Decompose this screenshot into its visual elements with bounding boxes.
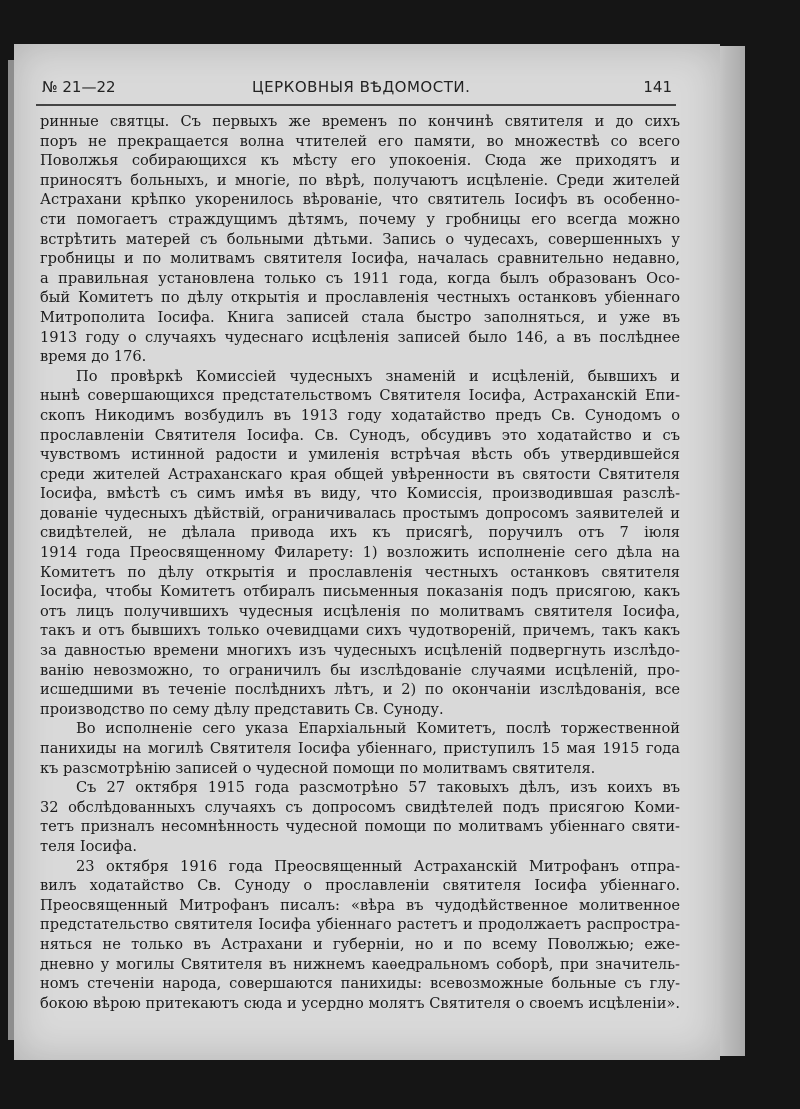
text-line: панихиды на могилѣ Святителя Іосифа убіеннаго, приступилъ 15 мая 1915 года xyxy=(40,740,680,757)
text-line: за давностью времени многихъ изъ чудесныхъ исцѣленій подвергнуть изслѣдо- xyxy=(40,642,680,660)
text-line: свидѣтелей, не дѣлала привода ихъ къ присягѣ, поручилъ отъ 7 іюля xyxy=(40,524,680,542)
text-line: сти помогаетъ страждущимъ дѣтямъ, почему у гробницы его всегда можно xyxy=(40,210,680,228)
text-line: приносятъ больныхъ, и многіе, по вѣрѣ, получаютъ исцѣленіе. Среди жителей xyxy=(40,171,680,189)
journal-title: ЦЕРКОВНЫЯ ВѢДОМОСТИ. xyxy=(252,78,471,96)
book-page xyxy=(14,44,720,1060)
header-rule xyxy=(36,104,676,106)
text-line: 32 обслѣдованныхъ случаяхъ съ допросомъ свидѣтелей подъ присягою Коми- xyxy=(40,798,680,816)
text-line: бый Комитетъ по дѣлу открытія и прославленія честныхъ останковъ убіеннаго xyxy=(40,289,680,307)
text-line: гробницы и по молитвамъ святителя Іосифа, началась сравнительно недавно, xyxy=(40,250,680,268)
text-line: Іосифа, вмѣстѣ съ симъ имѣя въ виду, что Комиссія, производившая разслѣ- xyxy=(40,485,680,503)
text-line: встрѣтить матерей съ больными дѣтьми. Запись о чудесахъ, совершенныхъ у xyxy=(40,230,680,248)
text-line: поръ не прекращается волна чтителей его памяти, во множествѣ со всего xyxy=(40,132,680,150)
text-line: дованіе чудесныхъ дѣйствій, ограничивалась простымъ допросомъ заявителей и xyxy=(40,504,680,522)
text-line: нынѣ совершающихся предстательствомъ Святителя Іосифа, Астраханскій Епи- xyxy=(40,387,680,405)
text-line: ринные святцы. Съ первыхъ же временъ по кончинѣ святителя и до сихъ xyxy=(40,113,680,130)
text-line: а правильная установлена только съ 1911 года, когда былъ образованъ Осо- xyxy=(40,269,680,287)
text-line: скопъ Никодимъ возбудилъ въ 1913 году ходатайство предъ Св. Сунодомъ о xyxy=(40,406,680,424)
running-header xyxy=(42,78,672,104)
text-line: исшедшими въ теченіе послѣднихъ лѣтъ, и 2) по окончаніи изслѣдованія, все xyxy=(40,681,680,699)
page-number: 141 xyxy=(643,78,672,96)
text-line: По провѣркѣ Комиссіей чудесныхъ знаменій и исцѣленій, бывшихъ и xyxy=(76,367,680,385)
text-line: Во исполненіе сего указа Епархіальный Комитетъ, послѣ торжественной xyxy=(76,720,680,738)
text-line: дневно у могилы Святителя въ нижнемъ каѳедральномъ соборѣ, при значитель- xyxy=(40,955,680,973)
text-line: 23 октября 1916 года Преосвященный Астраханскій Митрофанъ отпра- xyxy=(76,857,680,875)
text-line: Іосифа, чтобы Комитетъ отбиралъ письменныя показанія подъ присягою, какъ xyxy=(40,583,680,601)
text-line: номъ стеченіи народа, совершаются панихиды: всевозможные больные съ глу- xyxy=(40,975,680,993)
text-line: предстательство святителя Іосифа убіеннаго растетъ и продолжаетъ распростра- xyxy=(40,916,680,934)
text-line: отъ лицъ получившихъ чудесныя исцѣленія по молитвамъ святителя Іосифа, xyxy=(40,602,680,620)
text-line: Астрахани крѣпко укоренилось вѣрованіе, что святитель Іосифъ въ особенно- xyxy=(40,191,680,209)
text-line: 1914 года Преосвященному Филарету: 1) возложить исполненіе сего дѣла на xyxy=(40,544,680,562)
text-line: няться не только въ Астрахани и губерніи, но и по всему Поволжью; еже- xyxy=(40,935,680,953)
text-line: 1913 году о случаяхъ чудеснаго исцѣленія записей было 146, а въ послѣднее xyxy=(40,328,680,346)
text-line: Поволжья собирающихся къ мѣсту его упокоенія. Сюда же приходятъ и xyxy=(40,152,680,170)
text-line: чувствомъ истинной радости и умиленія встрѣчая вѣсть объ утвердившейся xyxy=(40,446,680,464)
text-line: тетъ призналъ несомнѣнность чудесной помощи по молитвамъ убіеннаго святи- xyxy=(40,818,680,836)
body-text xyxy=(40,112,680,1013)
text-line: къ разсмотрѣнію записей о чудесной помощи по молитвамъ святителя. xyxy=(40,759,596,777)
issue-number: № 21—22 xyxy=(42,78,116,96)
text-line: прославленіи Святителя Іосифа. Св. Сунодъ, обсудивъ это ходатайство и съ xyxy=(40,426,680,444)
text-line: время до 176. xyxy=(40,348,147,366)
text-line: производство по сему дѣлу представить Св. Суноду. xyxy=(40,700,444,718)
text-line: Комитетъ по дѣлу открытія и прославленія честныхъ останковъ святителя xyxy=(40,563,680,581)
text-line: вилъ ходатайство Св. Суноду о прославленіи святителя Іосифа убіеннаго. xyxy=(40,877,680,895)
text-line: Митрополита Іосифа. Книга записей стала быстро заполняться, и уже въ xyxy=(40,308,680,326)
text-line: ванію невозможно, то ограничилъ бы изслѣдованіе случаями исцѣленій, про- xyxy=(40,661,680,679)
text-line: среди жителей Астраханскаго края общей увѣренности въ святости Святителя xyxy=(40,465,680,483)
text-line: бокою вѣрою притекаютъ сюда и усердно молятъ Святителя о своемъ исцѣленіи». xyxy=(40,994,680,1012)
text-line: теля Іосифа. xyxy=(40,837,138,855)
text-line: Преосвященный Митрофанъ писалъ: «вѣра въ чудодѣйственное молитвенное xyxy=(40,896,680,914)
text-line: Съ 27 октября 1915 года разсмотрѣно 57 таковыхъ дѣлъ, изъ коихъ въ xyxy=(76,779,680,797)
text-line: такъ и отъ бывшихъ только очевидцами сихъ чудотвореній, причемъ, такъ какъ xyxy=(40,622,680,640)
